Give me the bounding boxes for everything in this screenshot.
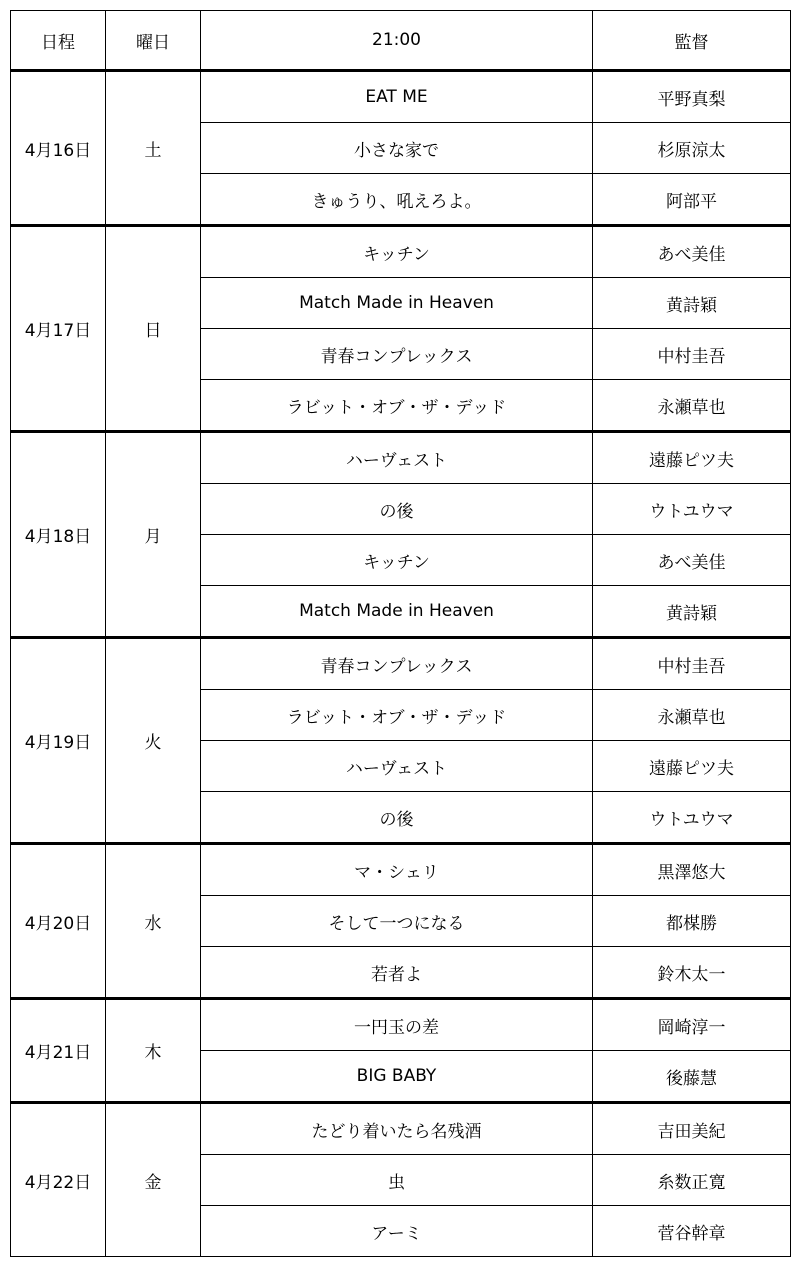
director-cell: 岡崎淳一 — [593, 999, 791, 1051]
film-title-cell: 一円玉の差 — [201, 999, 593, 1051]
film-title-cell: BIG BABY — [201, 1051, 593, 1103]
screening-schedule-table — [10, 10, 791, 1257]
film-title-cell: 青春コンプレックス — [201, 638, 593, 690]
date-group — [11, 844, 791, 999]
date-group — [11, 638, 791, 844]
director-cell: 黄詩穎 — [593, 586, 791, 638]
director-cell: 遠藤ピツ夫 — [593, 741, 791, 792]
film-title-cell: ラビット・オブ・ザ・デッド — [201, 690, 593, 741]
header-time: 21:00 — [201, 11, 593, 71]
film-title-cell: 小さな家で — [201, 123, 593, 174]
weekday-cell: 木 — [106, 999, 201, 1103]
date-cell: 4月20日 — [11, 844, 106, 999]
table-header — [11, 11, 791, 71]
film-title-cell: EAT ME — [201, 71, 593, 123]
film-title-cell: たどり着いたら名残酒 — [201, 1103, 593, 1155]
table-row — [11, 844, 791, 896]
director-cell: 平野真梨 — [593, 71, 791, 123]
table-row — [11, 638, 791, 690]
date-cell: 4月16日 — [11, 71, 106, 226]
film-title-cell: の後 — [201, 484, 593, 535]
film-title-cell: アーミ — [201, 1206, 593, 1257]
director-cell: 吉田美紀 — [593, 1103, 791, 1155]
film-title-cell: きゅうり、吼えろよ。 — [201, 174, 593, 226]
director-cell: 遠藤ピツ夫 — [593, 432, 791, 484]
director-cell: 都楳勝 — [593, 896, 791, 947]
director-cell: 鈴木太一 — [593, 947, 791, 999]
weekday-cell: 火 — [106, 638, 201, 844]
header-day: 曜日 — [106, 11, 201, 71]
weekday-cell: 日 — [106, 226, 201, 432]
film-title-cell: 虫 — [201, 1155, 593, 1206]
film-title-cell: の後 — [201, 792, 593, 844]
table-row — [11, 71, 791, 123]
film-title-cell: マ・シェリ — [201, 844, 593, 896]
director-cell: あべ美佳 — [593, 535, 791, 586]
director-cell: 永瀬草也 — [593, 690, 791, 741]
film-title-cell: ラビット・オブ・ザ・デッド — [201, 380, 593, 432]
director-cell: 阿部平 — [593, 174, 791, 226]
weekday-cell: 月 — [106, 432, 201, 638]
table-row — [11, 226, 791, 278]
table-row — [11, 999, 791, 1051]
film-title-cell: そして一つになる — [201, 896, 593, 947]
director-cell: ウトユウマ — [593, 484, 791, 535]
table-row — [11, 432, 791, 484]
date-cell: 4月17日 — [11, 226, 106, 432]
director-cell: 黄詩穎 — [593, 278, 791, 329]
header-row — [11, 11, 791, 71]
date-cell: 4月21日 — [11, 999, 106, 1103]
director-cell: 永瀬草也 — [593, 380, 791, 432]
film-title-cell: キッチン — [201, 226, 593, 278]
film-title-cell: Match Made in Heaven — [201, 278, 593, 329]
header-director: 監督 — [593, 11, 791, 71]
date-group — [11, 226, 791, 432]
director-cell: 黒澤悠大 — [593, 844, 791, 896]
date-cell: 4月22日 — [11, 1103, 106, 1257]
director-cell: あべ美佳 — [593, 226, 791, 278]
director-cell: 中村圭吾 — [593, 329, 791, 380]
director-cell: 後藤慧 — [593, 1051, 791, 1103]
film-title-cell: 青春コンプレックス — [201, 329, 593, 380]
date-group — [11, 432, 791, 638]
director-cell: 糸数正寛 — [593, 1155, 791, 1206]
table-row — [11, 1103, 791, 1155]
film-title-cell: Match Made in Heaven — [201, 586, 593, 638]
weekday-cell: 土 — [106, 71, 201, 226]
film-title-cell: キッチン — [201, 535, 593, 586]
date-group — [11, 71, 791, 226]
date-group — [11, 999, 791, 1103]
film-title-cell: 若者よ — [201, 947, 593, 999]
date-cell: 4月19日 — [11, 638, 106, 844]
film-title-cell: ハーヴェスト — [201, 432, 593, 484]
director-cell: 杉原涼太 — [593, 123, 791, 174]
header-date: 日程 — [11, 11, 106, 71]
film-title-cell: ハーヴェスト — [201, 741, 593, 792]
date-cell: 4月18日 — [11, 432, 106, 638]
director-cell: 中村圭吾 — [593, 638, 791, 690]
date-group — [11, 1103, 791, 1257]
weekday-cell: 金 — [106, 1103, 201, 1257]
weekday-cell: 水 — [106, 844, 201, 999]
director-cell: 菅谷幹章 — [593, 1206, 791, 1257]
director-cell: ウトユウマ — [593, 792, 791, 844]
